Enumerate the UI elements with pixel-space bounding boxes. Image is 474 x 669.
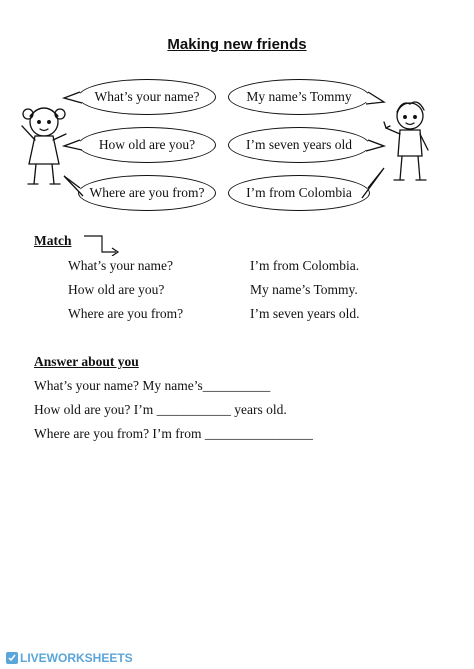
bubble-text: What’s your name? (94, 89, 200, 104)
bubble-text: I’m seven years old (245, 137, 353, 152)
match-question-3: Where are you from? (68, 306, 184, 321)
bubble-tails (0, 0, 474, 230)
answer-line-name[interactable]: What’s your name? My name’s__________ (34, 378, 271, 393)
match-heading: Match (34, 233, 72, 248)
logo-icon (6, 652, 18, 664)
page-title: Making new friends (167, 36, 307, 53)
match-question-2: How old are you? (68, 282, 165, 297)
bubble-text: How old are you? (98, 137, 196, 152)
match-answer-3: I’m seven years old. (250, 306, 360, 321)
liveworksheets-logo[interactable] (6, 651, 133, 665)
arrow-icon (82, 234, 124, 256)
logo-text: LIVEWORKSHEETS (20, 651, 133, 665)
answer-line-age[interactable]: How old are you? I’m ___________ years old. (34, 402, 287, 417)
answer-line-origin[interactable]: Where are you from? I’m from ________________ (34, 426, 313, 441)
answer-heading: Answer about you (34, 354, 139, 369)
match-question-1: What’s your name? (68, 258, 173, 273)
bubble-text: My name’s Tommy (246, 89, 352, 104)
match-answer-1: I’m from Colombia. (250, 258, 360, 273)
bubble-text: I’m from Colombia (246, 185, 352, 200)
bubble-text: Where are you from? (89, 185, 205, 200)
match-answer-2: My name’s Tommy. (250, 282, 358, 297)
